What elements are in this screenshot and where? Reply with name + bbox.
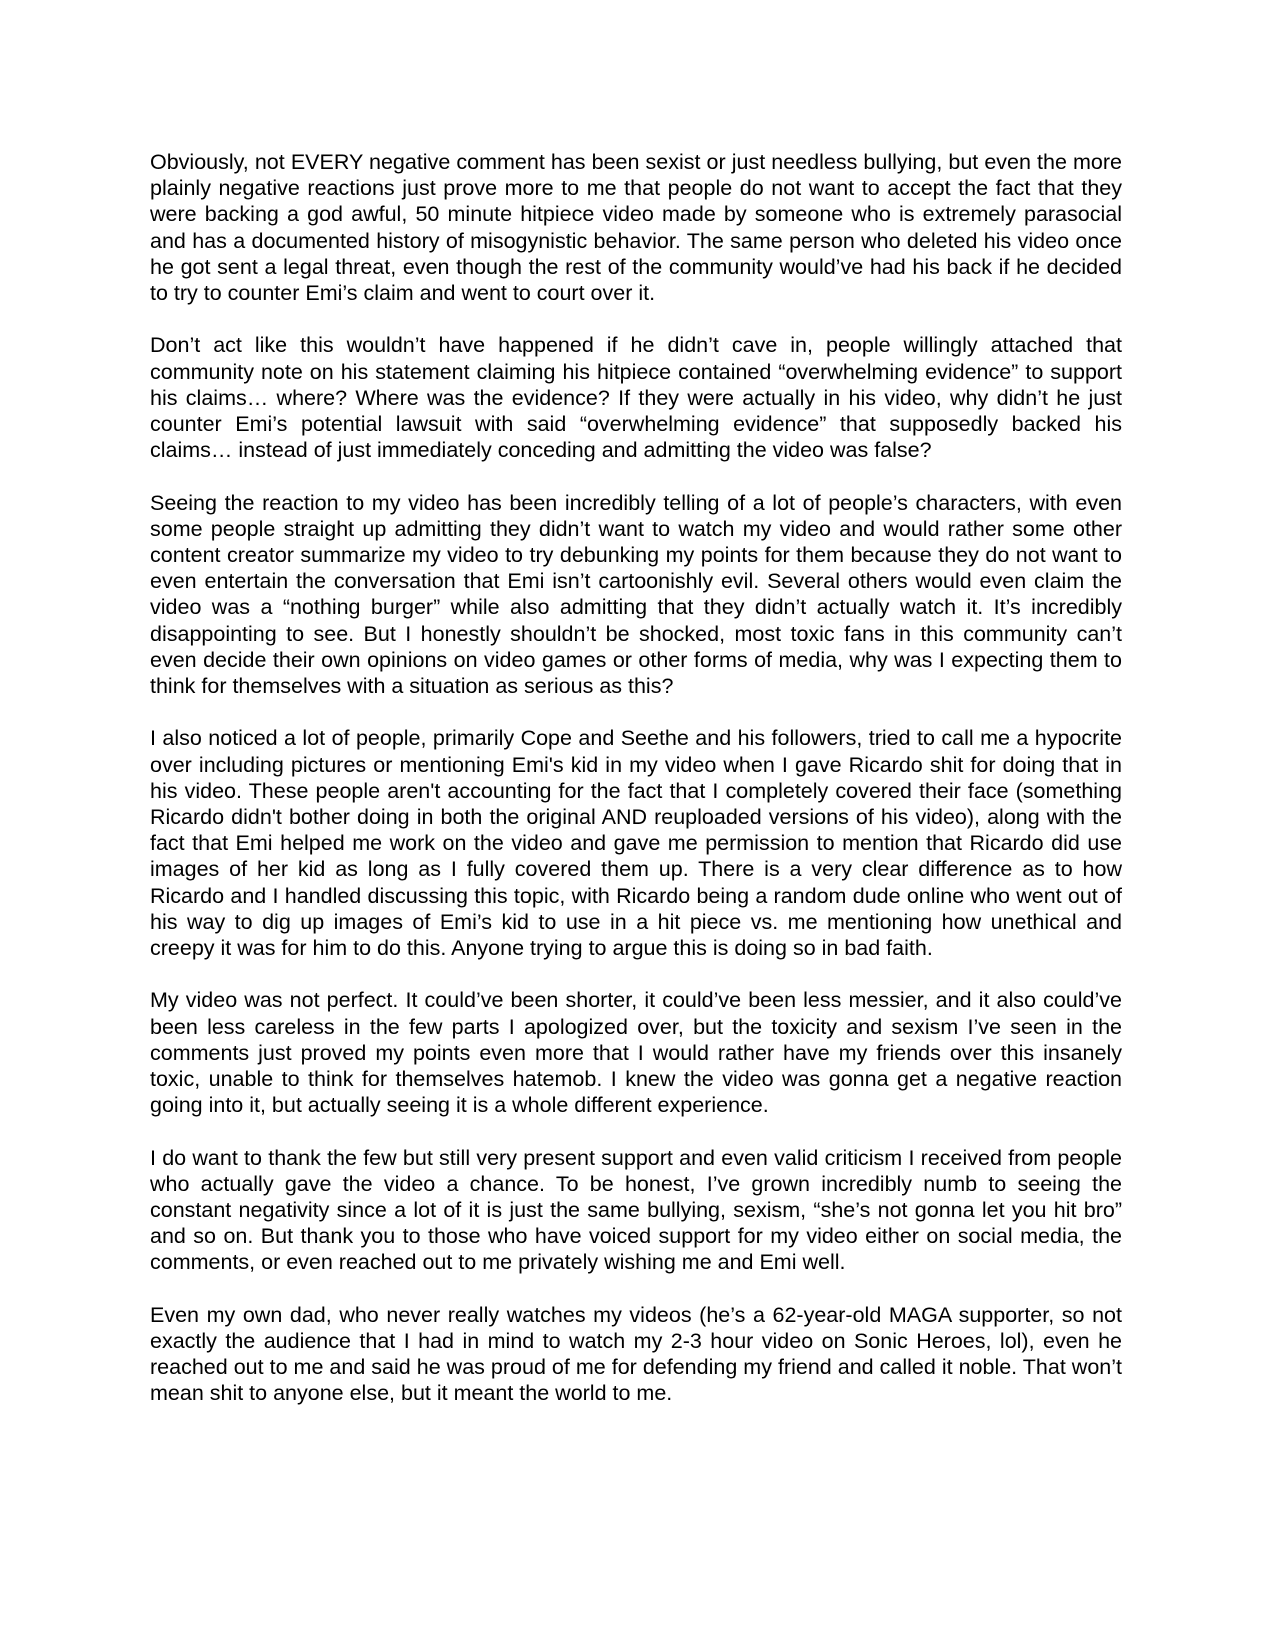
paragraph-1: Obviously, not EVERY negative comment has been sexist or just needless bullying, but even the more plainly negative reactions just prove more to me that people do not want to accept the fact that they were backing a god awful, 50 minute hitpiece video made by someone who is extremely parasocial and has a documented history of misogynistic behavior. The same person who deleted his video once he got sent a legal threat, even though the rest of the community would’ve had his back if he decided to try to counter Emi’s claim and went to court over it. <box>150 150 1122 306</box>
paragraph-2: Don’t act like this wouldn’t have happened if he didn’t cave in, people willingly attached that community note on his statement claiming his hitpiece contained “overwhelming evidence” to support his claims… where? Where was the evidence? If they were actually in his video, why didn’t he just counter Emi’s potential lawsuit with said “overwhelming evidence” that supposedly backed his claims… instead of just immediately conceding and admitting the video was false? <box>150 333 1122 463</box>
paragraph-5: My video was not perfect. It could’ve been shorter, it could’ve been less messier, and it also could’ve been less careless in the few parts I apologized over, but the toxicity and sexism I’ve seen in the comments just proved my points even more that I would rather have my friends over this insanely toxic, unable to think for themselves hatemob. I knew the video was gonna get a negative reaction going into it, but actually seeing it is a whole different experience. <box>150 988 1122 1118</box>
paragraph-3: Seeing the reaction to my video has been incredibly telling of a lot of people’s characters, with even some people straight up admitting they didn’t want to watch my video and would rather some other content creator summarize my video to try debunking my points for them because they do not want to even entertain the conversation that Emi isn’t cartoonishly evil. Several others would even claim the video was a “nothing burger” while also admitting that they didn’t actually watch it. It’s incredibly disappointing to see. But I honestly shouldn’t be shocked, most toxic fans in this community can’t even decide their own opinions on video games or other forms of media, why was I expecting them to think for themselves with a situation as serious as this? <box>150 490 1122 699</box>
paragraph-7: Even my own dad, who never really watches my videos (he’s a 62-year-old MAGA supporter, so not exactly the audience that I had in mind to watch my 2-3 hour video on Sonic Heroes, lol), even he reached out to me and said he was proud of me for defending my friend and called it noble. That won’t mean shit to anyone else, but it meant the world to me. <box>150 1302 1122 1406</box>
paragraph-4: I also noticed a lot of people, primarily Cope and Seethe and his followers, tried to call me a hypocrite over including pictures or mentioning Emi's kid in my video when I gave Ricardo shit for doing that in his video. These people aren't accounting for the fact that I completely covered their face (something Ricardo didn't bother doing in both the original AND reuploaded versions of his video), along with the fact that Emi helped me work on the video and gave me permission to mention that Ricardo did use images of her kid as long as I fully covered them up. There is a very clear difference as to how Ricardo and I handled discussing this topic, with Ricardo being a random dude online who went out of his way to dig up images of Emi’s kid to use in a hit piece vs. me mentioning how unethical and creepy it was for him to do this. Anyone trying to argue this is doing so in bad faith. <box>150 726 1122 961</box>
paragraph-6: I do want to thank the few but still very present support and even valid criticism I received from people who actually gave the video a chance. To be honest, I’ve grown incredibly numb to seeing the constant negativity since a lot of it is just the same bullying, sexism, “she’s not gonna let you hit bro” and so on. But thank you to those who have voiced support for my video either on social media, the comments, or even reached out to me privately wishing me and Emi well. <box>150 1145 1122 1275</box>
document-page <box>150 149 1122 1407</box>
